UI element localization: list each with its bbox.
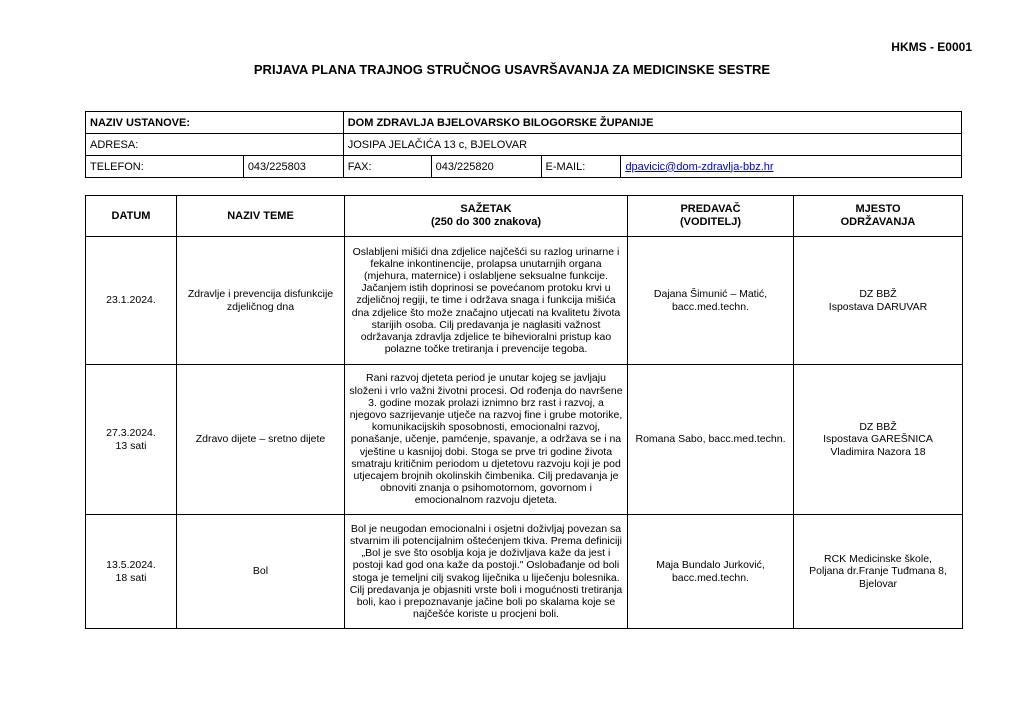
fax-label: FAX: — [343, 156, 431, 178]
row-summary: Oslabljeni mišići dna zdjelice najčešći su razlog urinarne i fekalne inkontinencije, prolapsa unutarnjih organa (mjehura, maternice) i oslabljene seksualne funkcije. Jačanjem istih doprinosi se povećanom protoku krvi u zdjeličnoj regiji, te time i održava snaga i funkcija mišića dna zdjelice što može značajno utjecati na kvalitetu života starijih osoba. Cilj predavanja je naglasiti važnost održavanja zdravlja zdjelice te bihevioralni pristup kao polazne točke tretiranja i prevencije tegoba. — [345, 237, 628, 365]
telefon-label: TELEFON: — [86, 156, 244, 178]
row-date: 27.3.2024. 13 sati — [86, 365, 177, 515]
row-date: 13.5.2024. 18 sati — [86, 515, 177, 629]
col-tema: NAZIV TEME — [177, 196, 345, 237]
row-topic: Zdravlje i prevencija disfunkcije zdjeličnog dna — [177, 237, 345, 365]
row-lecturer: Romana Sabo, bacc.med.techn. — [628, 365, 794, 515]
row-place: RCK Medicinske škole, Poljana dr.Franje Tuđmana 8, Bjelovar — [794, 515, 963, 629]
row-topic: Zdravo dijete – sretno dijete — [177, 365, 345, 515]
page-title: PRIJAVA PLANA TRAJNOG STRUČNOG USAVRŠAVANJA ZA MEDICINSKE SESTRE — [253, 62, 771, 77]
email-label: E-MAIL: — [541, 156, 621, 178]
row-lecturer: Maja Bundalo Jurković, bacc.med.techn. — [628, 515, 794, 629]
col-datum: DATUM — [86, 196, 177, 237]
fax-value: 043/225820 — [431, 156, 541, 178]
table-header-row — [86, 196, 963, 237]
adresa-value: JOSIPA JELAČIĆA 13 c, BJELOVAR — [343, 134, 961, 156]
col-mjesto: MJESTO ODRŽAVANJA — [794, 196, 963, 237]
row-summary: Bol je neugodan emocionalni i osjetni doživljaj povezan sa stvarnim ili potencijalnim oštećenjem tkiva. Prema definiciji „Bol je sve što osoblja koja je doživljava kaže da jest i postoji kad god ona kaže da postoji." Oslobađanje od boli stoga je temeljni cilj svakog liječnika u liječenju bolesnika. Cilj predavanja je objasniti vrste boli i mogućnosti tretiranja boli, kao i prepoznavanje jačine boli po skalama koje se najčešće koriste u procjeni boli. — [345, 515, 628, 629]
row-lecturer: Dajana Šimunić – Matić, bacc.med.techn. — [628, 237, 794, 365]
telefon-value: 043/225803 — [243, 156, 343, 178]
row-topic: Bol — [177, 515, 345, 629]
institution-info-table — [85, 111, 962, 178]
institution-name-row — [86, 112, 962, 134]
col-predavac: PREDAVAČ (VODITELJ) — [628, 196, 794, 237]
table-row — [86, 237, 963, 365]
table-row — [86, 515, 963, 629]
address-row — [86, 134, 962, 156]
naziv-value: DOM ZDRAVLJA BJELOVARSKO BILOGORSKE ŽUPANIJE — [343, 112, 961, 134]
adresa-label: ADRESA: — [86, 134, 344, 156]
row-place: DZ BBŽ Ispostava GAREŠNICA Vladimira Nazora 18 — [794, 365, 963, 515]
row-place: DZ BBŽ Ispostava DARUVAR — [794, 237, 963, 365]
education-plan-table — [85, 195, 963, 629]
table-row — [86, 365, 963, 515]
col-sazetak: SAŽETAK (250 do 300 znakova) — [345, 196, 628, 237]
document-code: HKMS - E0001 — [891, 40, 972, 54]
email-link[interactable]: dpavicic@dom-zdravlja-bbz.hr — [625, 160, 774, 173]
email-cell — [621, 156, 962, 178]
row-summary: Rani razvoj djeteta period je unutar kojeg se javljaju složeni i vrlo važni životni procesi. Od rođenja do navršene 3. godine mozak prolazi iznimno brz rast i razvoj, a njegovo sazrijevanje utječe na razvoj fine i grube motorike, komunikacijskih sposobnosti, emocionalni razvoj, ponašanje, učenje, pamćenje, spavanje, a održava se i na vještine u kasnijoj dobi. Stoga se prve tri godine života smatraju kritičnim periodom u djetetovu razvoju koji je pod utjecajem brojnih okolinskih čimbenika. Cilj predavanja je obnoviti znanja o psihomotornom, govornom i emocionalnom razvoju djeteta. — [345, 365, 628, 515]
contact-row — [86, 156, 962, 178]
naziv-label: NAZIV USTANOVE: — [86, 112, 344, 134]
row-date: 23.1.2024. — [86, 237, 177, 365]
